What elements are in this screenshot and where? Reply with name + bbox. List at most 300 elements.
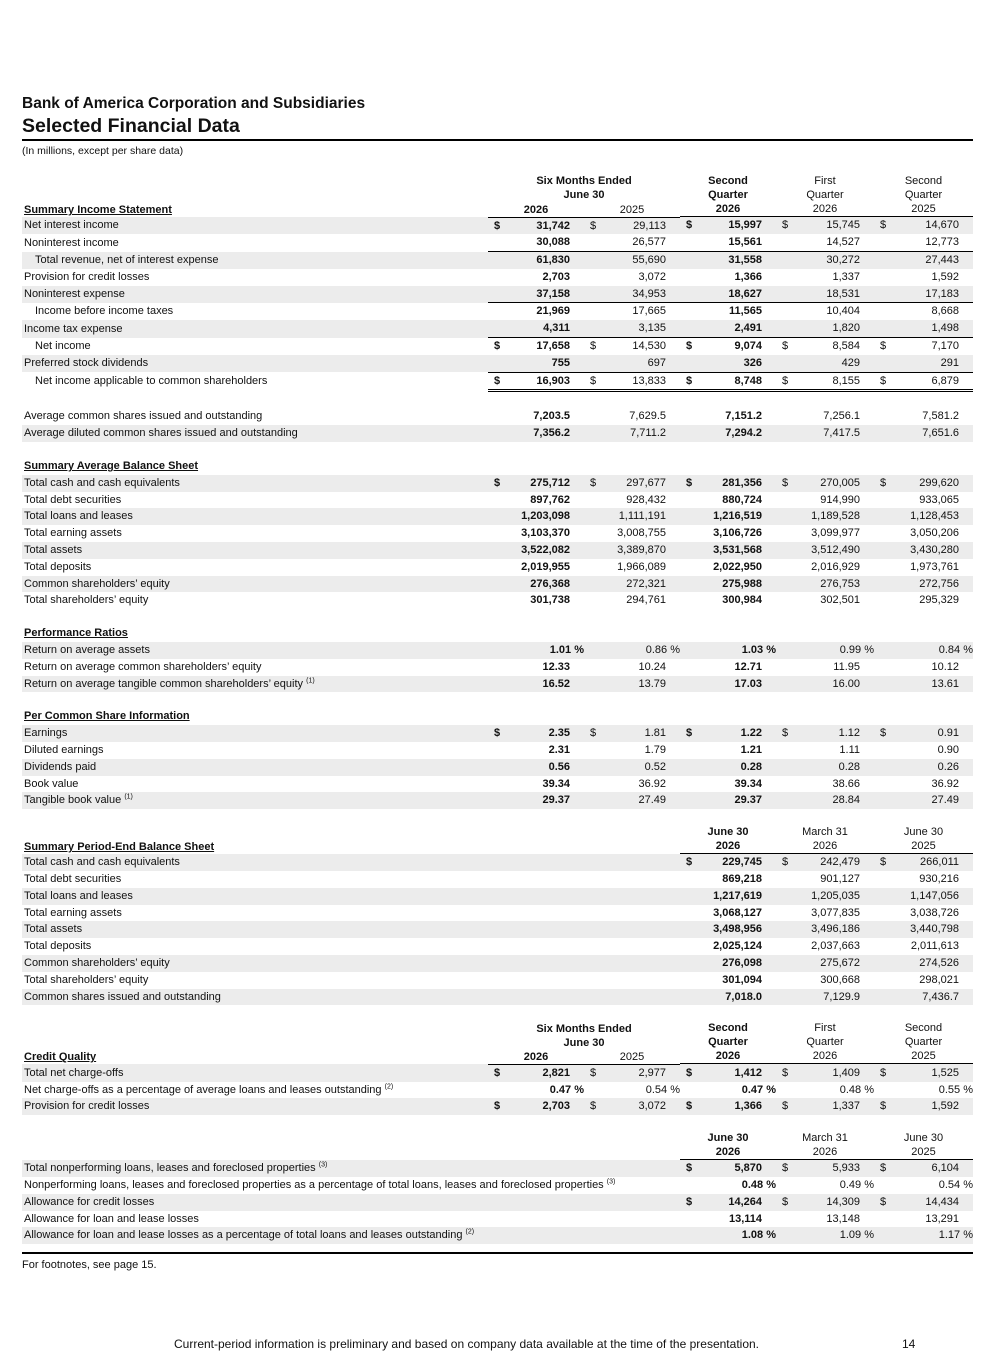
value-cell [696, 725, 776, 742]
currency-symbol: $ [776, 372, 792, 391]
currency-symbol [584, 576, 600, 593]
currency-symbol [680, 676, 696, 693]
value-cell [890, 542, 973, 559]
value-text: 7,018.0 [725, 990, 762, 1003]
value-cell [696, 888, 776, 905]
section-title: Summary Period-End Balance Sheet [24, 841, 215, 854]
currency-symbol [488, 592, 504, 609]
table-row [22, 355, 973, 372]
value-cell [792, 759, 874, 776]
empty-cell [488, 905, 680, 922]
empty-cell [488, 955, 680, 972]
value-text: 914,990 [820, 493, 860, 506]
currency-symbol [488, 576, 504, 593]
currency-symbol [776, 871, 792, 888]
value-text: 17.03 [734, 677, 762, 690]
value-cell [600, 592, 680, 609]
currency-symbol [776, 269, 792, 286]
row-label [22, 234, 488, 251]
value-text: 6,879 [931, 374, 959, 387]
value-text: 302,501 [820, 594, 860, 607]
table-row [22, 269, 973, 286]
value-cell [504, 408, 584, 425]
value-text: 2,977 [638, 1066, 666, 1079]
value-text: 294,761 [626, 594, 666, 607]
value-text: 15,997 [728, 219, 762, 232]
value-text: 930,216 [919, 873, 959, 885]
value-cell [600, 372, 680, 391]
column-header-year-1: 2026 [488, 1050, 584, 1065]
value-text: 0.84 [938, 644, 961, 657]
value-cell [696, 592, 776, 609]
value-cell [792, 642, 874, 659]
value-text: 11.95 [833, 660, 860, 673]
currency-symbol: $ [776, 1098, 792, 1115]
column-header-q3 [874, 174, 973, 217]
footnote-marker: (1) [124, 793, 133, 801]
value-text: 14,530 [632, 340, 666, 353]
value-cell [696, 1098, 776, 1115]
value-cell [696, 676, 776, 693]
value-cell [600, 542, 680, 559]
value-cell [792, 372, 874, 391]
value-cell [792, 338, 874, 355]
currency-symbol: $ [680, 475, 696, 492]
currency-symbol [874, 592, 890, 609]
value-text: 14,309 [826, 1195, 860, 1208]
table-row [22, 1098, 973, 1115]
value-cell [696, 576, 776, 593]
currency-symbol [680, 659, 696, 676]
currency-symbol [488, 559, 504, 576]
table-row [22, 425, 973, 442]
value-cell [890, 425, 973, 442]
value-text: 1.01 [549, 644, 572, 657]
value-text: 6,104 [931, 1162, 959, 1175]
value-cell [696, 408, 776, 425]
value-cell [600, 425, 680, 442]
currency-symbol [584, 355, 600, 372]
currency-symbol [874, 888, 890, 905]
row-label-text: Noninterest expense [24, 287, 125, 300]
section-title: Performance Ratios [24, 627, 128, 640]
value-cell [696, 269, 776, 286]
currency-symbol [680, 989, 696, 1006]
row-label [22, 492, 488, 509]
currency-symbol: $ [488, 475, 504, 492]
row-label-text: Net charge-offs as a percentage of average loans and leases outstanding [24, 1083, 382, 1096]
value-text: 15,561 [728, 236, 762, 249]
value-cell [792, 1194, 874, 1211]
row-label-text: Total assets [24, 544, 83, 557]
currency-symbol [776, 792, 792, 809]
table-row [22, 1211, 973, 1228]
currency-symbol [488, 1082, 504, 1099]
column-header-q1 [680, 1021, 776, 1064]
row-label-text: Total debt securities [24, 873, 122, 885]
value-text: 0.90 [937, 744, 959, 757]
value-cell [504, 338, 584, 355]
empty-cell [488, 972, 680, 989]
spacer-row [22, 158, 973, 174]
value-cell [792, 592, 874, 609]
value-text: 1,592 [931, 270, 959, 283]
currency-symbol [874, 1211, 890, 1228]
value-cell [890, 252, 973, 269]
value-text: 13,148 [826, 1212, 860, 1225]
value-text: 0.48 [839, 1083, 862, 1096]
section-title: Summary Average Balance Sheet [24, 460, 199, 473]
currency-symbol [874, 871, 890, 888]
currency-symbol [488, 759, 504, 776]
currency-symbol [488, 676, 504, 693]
value-text: 2,019,955 [521, 560, 570, 573]
value-cell [792, 1098, 874, 1115]
currency-symbol [776, 492, 792, 509]
currency-symbol [680, 742, 696, 759]
value-text: 755 [551, 356, 570, 369]
value-text: 14,527 [826, 236, 860, 249]
value-text: 4,311 [543, 322, 570, 335]
spacer-row [22, 391, 973, 409]
currency-symbol: $ [874, 1160, 890, 1177]
currency-symbol [776, 742, 792, 759]
value-text: 5,870 [734, 1162, 762, 1175]
currency-symbol: $ [488, 372, 504, 391]
value-cell [696, 642, 776, 659]
row-label [22, 905, 488, 922]
value-cell [504, 1082, 584, 1099]
percent-symbol: % [963, 1083, 973, 1096]
table-row [22, 955, 973, 972]
table-row [22, 338, 973, 355]
value-text: 229,745 [722, 856, 762, 869]
value-cell [504, 542, 584, 559]
financial-table [22, 158, 973, 1244]
currency-symbol [584, 492, 600, 509]
value-text: 3,038,726 [910, 906, 959, 919]
value-text: 1.03 [741, 644, 764, 657]
table-row [22, 1160, 973, 1177]
currency-symbol [874, 921, 890, 938]
value-cell [600, 659, 680, 676]
value-text: 8,155 [832, 374, 860, 387]
section-title-row [22, 625, 973, 642]
percent-symbol: % [864, 1083, 874, 1096]
value-text: 1,205,035 [811, 889, 860, 902]
value-cell [890, 725, 973, 742]
currency-symbol [680, 408, 696, 425]
currency-symbol [874, 355, 890, 372]
currency-symbol [680, 1082, 696, 1099]
currency-symbol [776, 888, 792, 905]
value-text: 429 [841, 356, 860, 369]
row-label [22, 776, 488, 793]
currency-symbol [680, 355, 696, 372]
currency-symbol [776, 425, 792, 442]
currency-symbol [874, 492, 890, 509]
value-text: 266,011 [920, 856, 959, 869]
currency-symbol [776, 921, 792, 938]
value-cell [792, 776, 874, 793]
column-header-c3 [874, 825, 973, 854]
value-text: 0.55 [938, 1083, 961, 1096]
value-cell [696, 492, 776, 509]
currency-symbol [874, 234, 890, 251]
value-text: 7,256.1 [823, 410, 860, 423]
row-label-text: Average common shares issued and outstanding [24, 410, 263, 423]
currency-symbol: $ [488, 725, 504, 742]
currency-symbol [584, 592, 600, 609]
column-header-year-2: 2025 [584, 1050, 680, 1065]
value-text: 9,074 [734, 340, 762, 353]
value-text: 3,072 [638, 270, 666, 283]
value-text: 7,203.5 [533, 410, 570, 423]
value-text: 3,077,835 [811, 906, 860, 919]
currency-symbol [584, 286, 600, 303]
column-group-header: Six Months Ended June 30 [536, 1022, 632, 1049]
currency-symbol [874, 972, 890, 989]
header-line: March 31 [802, 826, 848, 839]
value-text: 36.92 [931, 777, 959, 790]
page-footer [0, 1337, 993, 1352]
value-cell [696, 871, 776, 888]
value-text: 27,443 [925, 254, 959, 267]
currency-symbol [874, 1082, 890, 1099]
row-label-text: Total assets [24, 923, 83, 936]
currency-symbol: $ [488, 1098, 504, 1115]
value-text: 1.12 [838, 727, 860, 740]
value-text: 3,496,186 [811, 923, 860, 936]
value-text: 3,103,370 [521, 527, 570, 540]
row-label [22, 408, 488, 425]
column-header-row [22, 1131, 973, 1160]
header-line: 2026 [680, 1049, 776, 1064]
table-row [22, 938, 973, 955]
section-title: Credit Quality [24, 1051, 97, 1064]
value-cell [600, 559, 680, 576]
value-text: 1.22 [740, 727, 762, 740]
row-label-text: Net income applicable to common shareholders [35, 375, 268, 388]
header-blank [22, 174, 488, 202]
currency-symbol [776, 355, 792, 372]
spacer-cell [22, 1005, 973, 1021]
value-text: 3,389,870 [617, 544, 666, 557]
table-row [22, 972, 973, 989]
value-text: 272,756 [919, 577, 959, 590]
section-title [22, 1131, 488, 1160]
value-text: 1.09 [839, 1229, 862, 1242]
value-text: 2,022,950 [713, 560, 762, 573]
row-label [22, 871, 488, 888]
currency-symbol [776, 559, 792, 576]
value-text: 7,151.2 [725, 410, 762, 423]
row-label [22, 921, 488, 938]
value-text: 1.08 [741, 1229, 764, 1242]
value-text: 16.00 [832, 677, 860, 690]
row-label-text: Earnings [24, 727, 68, 740]
value-cell [890, 742, 973, 759]
currency-symbol: $ [680, 372, 696, 391]
spacer-row [22, 442, 973, 458]
header-blank [22, 1021, 488, 1049]
value-text: 1,111,191 [618, 510, 666, 523]
value-cell [504, 475, 584, 492]
currency-symbol [488, 234, 504, 251]
column-header-q2 [776, 1021, 874, 1064]
value-text: 3,430,280 [910, 544, 959, 557]
value-text: 1,217,619 [713, 889, 762, 902]
spacer-row [22, 1005, 973, 1021]
value-cell [792, 542, 874, 559]
table-row [22, 871, 973, 888]
value-cell [696, 989, 776, 1006]
value-cell [792, 955, 874, 972]
value-text: 1,189,528 [811, 510, 860, 523]
currency-symbol [488, 525, 504, 542]
currency-symbol [874, 425, 890, 442]
page-number: 14 [902, 1337, 916, 1351]
header-line: June 30 [707, 1132, 749, 1145]
header-line: Second [904, 1022, 943, 1035]
value-text: 0.48 [741, 1179, 764, 1192]
value-text: 3,512,490 [811, 544, 860, 557]
row-label-text: Total loans and leases [24, 510, 133, 523]
row-label [22, 525, 488, 542]
value-cell [696, 1227, 776, 1244]
value-cell [600, 776, 680, 793]
value-text: 1,203,098 [521, 510, 570, 523]
row-label-text: Total shareholders’ equity [24, 973, 149, 986]
currency-symbol [776, 1227, 792, 1244]
row-label [22, 1194, 488, 1211]
value-cell [890, 905, 973, 922]
value-text: 29.37 [734, 794, 762, 807]
currency-symbol: $ [776, 1194, 792, 1211]
empty-cell [488, 1211, 680, 1228]
value-text: 2.35 [548, 727, 570, 740]
value-text: 270,005 [820, 476, 860, 489]
value-cell [600, 338, 680, 355]
row-label-text: Noninterest income [24, 236, 119, 249]
currency-symbol [874, 303, 890, 320]
value-cell [792, 792, 874, 809]
value-text: 2,703 [542, 1100, 570, 1113]
value-text: 15,745 [826, 219, 860, 232]
currency-symbol [680, 776, 696, 793]
currency-symbol [488, 320, 504, 337]
currency-symbol: $ [874, 372, 890, 391]
value-cell [792, 525, 874, 542]
currency-symbol: $ [584, 475, 600, 492]
row-label-text: Total deposits [24, 940, 92, 953]
row-label-text: Common shareholders’ equity [24, 577, 170, 590]
value-cell [890, 792, 973, 809]
currency-symbol: $ [584, 372, 600, 391]
row-label [22, 676, 488, 693]
currency-symbol [776, 408, 792, 425]
value-text: 2,037,663 [811, 940, 860, 953]
value-cell [504, 303, 584, 320]
value-text: 12.71 [734, 660, 762, 673]
header-line: 2026 [776, 839, 874, 854]
row-label-text: Return on average common shareholders’ equity [24, 660, 262, 673]
value-text: 18,531 [826, 287, 860, 300]
table-row [22, 1082, 973, 1099]
value-text: 0.54 [645, 1083, 668, 1096]
percent-symbol: % [670, 644, 680, 657]
row-label [22, 286, 488, 303]
value-text: 2,491 [734, 322, 762, 335]
value-cell [696, 303, 776, 320]
row-label [22, 372, 488, 391]
currency-symbol [584, 776, 600, 793]
value-cell [696, 475, 776, 492]
header-line: First [814, 175, 836, 187]
table-row [22, 792, 973, 809]
currency-symbol [776, 955, 792, 972]
value-cell [792, 659, 874, 676]
row-label [22, 303, 488, 320]
value-text: 928,432 [626, 493, 666, 506]
table-row [22, 320, 973, 337]
value-cell [696, 1194, 776, 1211]
row-label-text: Total revenue, net of interest expense [35, 253, 219, 266]
empty-cell [488, 1194, 680, 1211]
value-text: 26,577 [632, 236, 666, 249]
currency-symbol [584, 303, 600, 320]
currency-symbol [776, 234, 792, 251]
value-cell [504, 1064, 584, 1081]
row-label [22, 320, 488, 337]
value-text: 1,412 [734, 1066, 762, 1079]
currency-symbol: $ [874, 1064, 890, 1081]
value-text: 21,969 [536, 305, 570, 318]
table-row [22, 742, 973, 759]
value-text: 1.17 [938, 1229, 961, 1242]
currency-symbol [584, 425, 600, 442]
spacer-cell [22, 692, 973, 708]
value-text: 36.92 [638, 777, 666, 790]
row-label [22, 759, 488, 776]
value-cell [600, 1098, 680, 1115]
value-cell [600, 217, 680, 234]
currency-symbol [874, 792, 890, 809]
value-text: 17,183 [925, 287, 959, 300]
value-text: 1,498 [931, 322, 959, 335]
value-cell [890, 303, 973, 320]
row-label-text: Allowance for credit losses [24, 1195, 155, 1208]
value-text: 3,106,726 [713, 527, 762, 540]
value-cell [696, 1177, 776, 1194]
value-cell [792, 676, 874, 693]
row-label [22, 252, 488, 269]
value-text: 29,113 [633, 219, 666, 232]
value-cell [890, 759, 973, 776]
currency-symbol [776, 989, 792, 1006]
value-text: 7,436.7 [922, 990, 959, 1003]
column-header-c2 [776, 825, 874, 854]
value-text: 897,762 [530, 493, 570, 506]
currency-symbol: $ [776, 475, 792, 492]
value-text: 1,525 [931, 1066, 959, 1079]
spacer-row [22, 1115, 973, 1131]
currency-symbol [680, 792, 696, 809]
row-label-text: Income tax expense [24, 322, 123, 335]
percent-symbol: % [766, 1229, 776, 1242]
value-cell [696, 542, 776, 559]
row-label-text: Return on average assets [24, 644, 150, 657]
